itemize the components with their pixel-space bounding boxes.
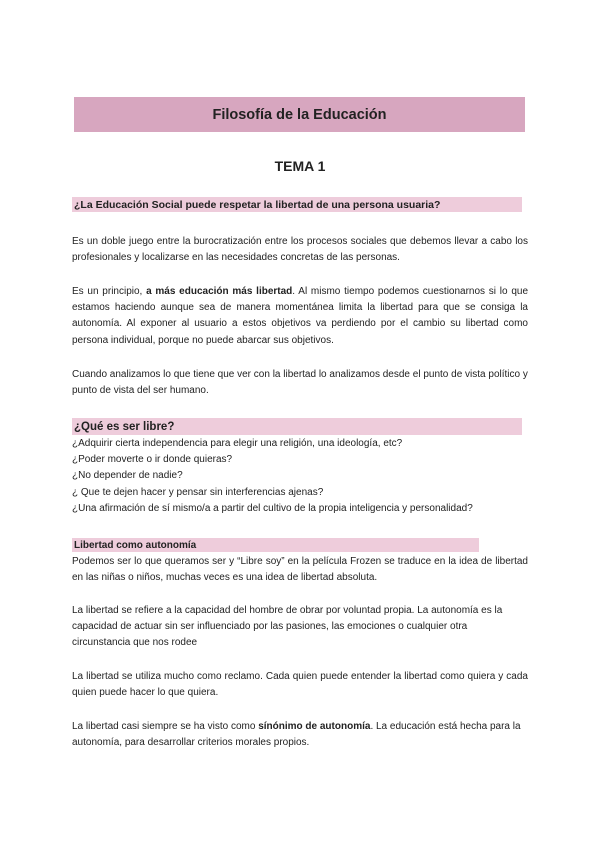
paragraph-bold-text: sínónimo de autonomía: [258, 721, 371, 732]
paragraph-sinonimo: [72, 719, 528, 751]
title-banner: [74, 97, 525, 132]
question-item: ¿Una afirmación de sí mismo/a a partir del cultivo de la propia inteligencia y personalidad?: [72, 502, 473, 514]
section-heading-respect: [72, 197, 522, 212]
question-item: ¿Poder moverte o ir donde quieras?: [72, 454, 233, 466]
paragraph-text: . La educación está hecha para la autonomía, para desarrollar criterios morales propios.: [72, 721, 521, 749]
paragraph-bold-text: a más educación más libertad: [146, 286, 293, 297]
document-title: Filosofía de la Educación: [212, 106, 387, 123]
paragraph-analisis: Cuando analizamos lo que tiene que ver con la libertad lo analizamos desde el punto de vista político y punto de vista del ser humano.: [72, 369, 528, 397]
section-heading-text: ¿La Educación Social puede respetar la libertad de una persona usuaria?: [74, 198, 441, 211]
section-heading-autonomia: [72, 538, 479, 552]
paragraph-principio: [72, 284, 528, 349]
paragraph-text: . Al mismo tiempo podemos cuestionarnos si lo que estamos haciendo aunque sea de manera momentánea limita la libertad para que se consiga la autonomía. Al exponer al usuario a estos objetivos va perdiendo por el cambio su libertad como persona individual, porque no puede abarcar sus objetivos.: [72, 286, 529, 346]
section-heading-text: ¿Qué es ser libre?: [74, 420, 175, 433]
paragraph-definicion: La libertad se refiere a la capacidad del hombre de obrar por voluntad propia. La autonomía es la capacidad de actuar sin ser influenciado por las pasiones, las emociones o cualquier otra circunstancia que nos rodee: [72, 605, 503, 649]
paragraph-text: Es un principio,: [72, 286, 147, 297]
paragraph-burocratizacion: Es un doble juego entre la burocratización entre los procesos sociales que debemos llevar a cabo los profesionales y localizarse en las necesidades concretas de las personas.: [72, 236, 528, 264]
paragraph-frozen: Podemos ser lo que queramos ser y “Libre soy” en la película Frozen se traduce en la idea de libertad en las niñas o niños, muchas veces es una idea de libertad absoluta.: [72, 556, 528, 584]
paragraph-reclamo: La libertad se utiliza mucho como reclamo. Cada quien puede entender la libertad como quiera y cada quien puede hacer lo que quiera.: [72, 671, 528, 699]
section-heading-text: Libertad como autonomía: [74, 539, 197, 551]
question-item: ¿No depender de nadie?: [72, 470, 183, 482]
question-list: [72, 436, 528, 517]
section-heading-libre: [72, 418, 522, 435]
question-item: ¿Adquirir cierta independencia para elegir una religión, una ideología, etc?: [72, 438, 403, 449]
topic-heading: TEMA 1: [274, 158, 326, 174]
question-item: ¿ Que te dejen hacer y pensar sin interferencias ajenas?: [72, 486, 324, 498]
paragraph-text: La libertad casi siempre se ha visto como: [72, 721, 259, 732]
